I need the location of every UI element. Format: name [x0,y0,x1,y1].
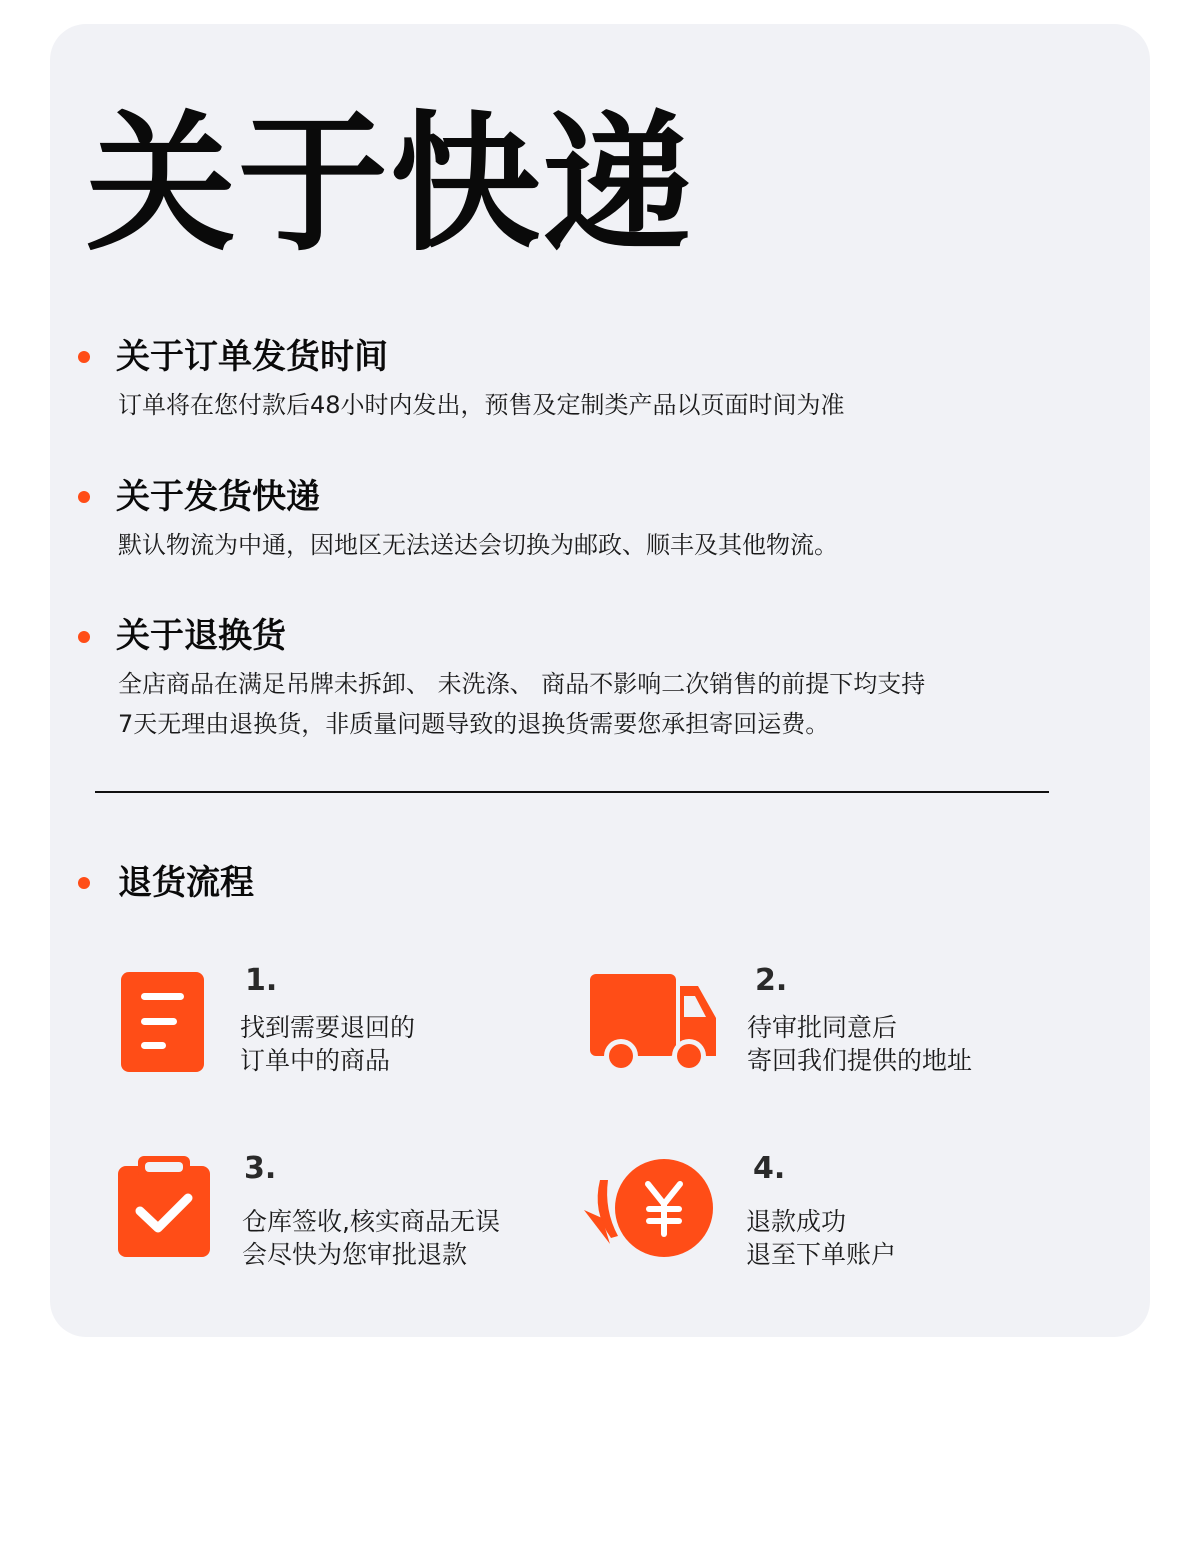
step-number: 2. [755,963,788,998]
delivery-truck-icon [588,972,718,1074]
section-body-returns [118,664,925,744]
section-body-line: 全店商品在满足吊牌未拆卸、 未洗涤、 商品不影响二次销售的前提下均支持 [118,670,926,698]
yuan-refund-icon [580,1158,716,1258]
process-title: 退货流程 [118,863,254,903]
step-line: 待审批同意后 [747,1013,898,1042]
step-number: 3. [244,1151,277,1186]
step-description [242,1205,500,1271]
clipboard-check-icon [118,1156,210,1258]
step-description [240,1011,415,1077]
section-title-returns: 关于退换货 [116,616,286,656]
section-divider [95,791,1049,793]
step-line: 会尽快为您审批退款 [242,1240,468,1269]
step-line: 退至下单账户 [746,1240,897,1269]
step-line: 退款成功 [746,1207,847,1236]
step-description [746,1205,896,1271]
section-title-courier: 关于发货快递 [116,477,320,517]
document-list-icon [121,972,204,1072]
section-body-shipping-time [118,385,845,425]
bullet-dot [78,351,90,363]
section-body-line: 订单将在您付款后48小时内发出，预售及定制类产品以页面时间为准 [118,391,845,419]
bullet-dot [78,877,90,889]
section-body-line: 默认物流为中通，因地区无法送达会切换为邮政、顺丰及其他物流。 [118,531,838,559]
step-line: 寄回我们提供的地址 [747,1046,973,1075]
page-title: 关于快递 [86,98,695,272]
step-description [747,1011,972,1077]
section-body-line: 7天无理由退换货，非质量问题导致的退换货需要您承担寄回运费。 [118,710,830,738]
step-number: 1. [245,963,278,998]
step-line: 找到需要退回的 [240,1013,416,1042]
section-title-shipping-time: 关于订单发货时间 [116,337,388,377]
step-line: 仓库签收,核实商品无误 [242,1207,500,1236]
section-body-courier [118,525,838,565]
bullet-dot [78,631,90,643]
bullet-dot [78,491,90,503]
step-line: 订单中的商品 [240,1046,391,1075]
step-number: 4. [753,1151,786,1186]
